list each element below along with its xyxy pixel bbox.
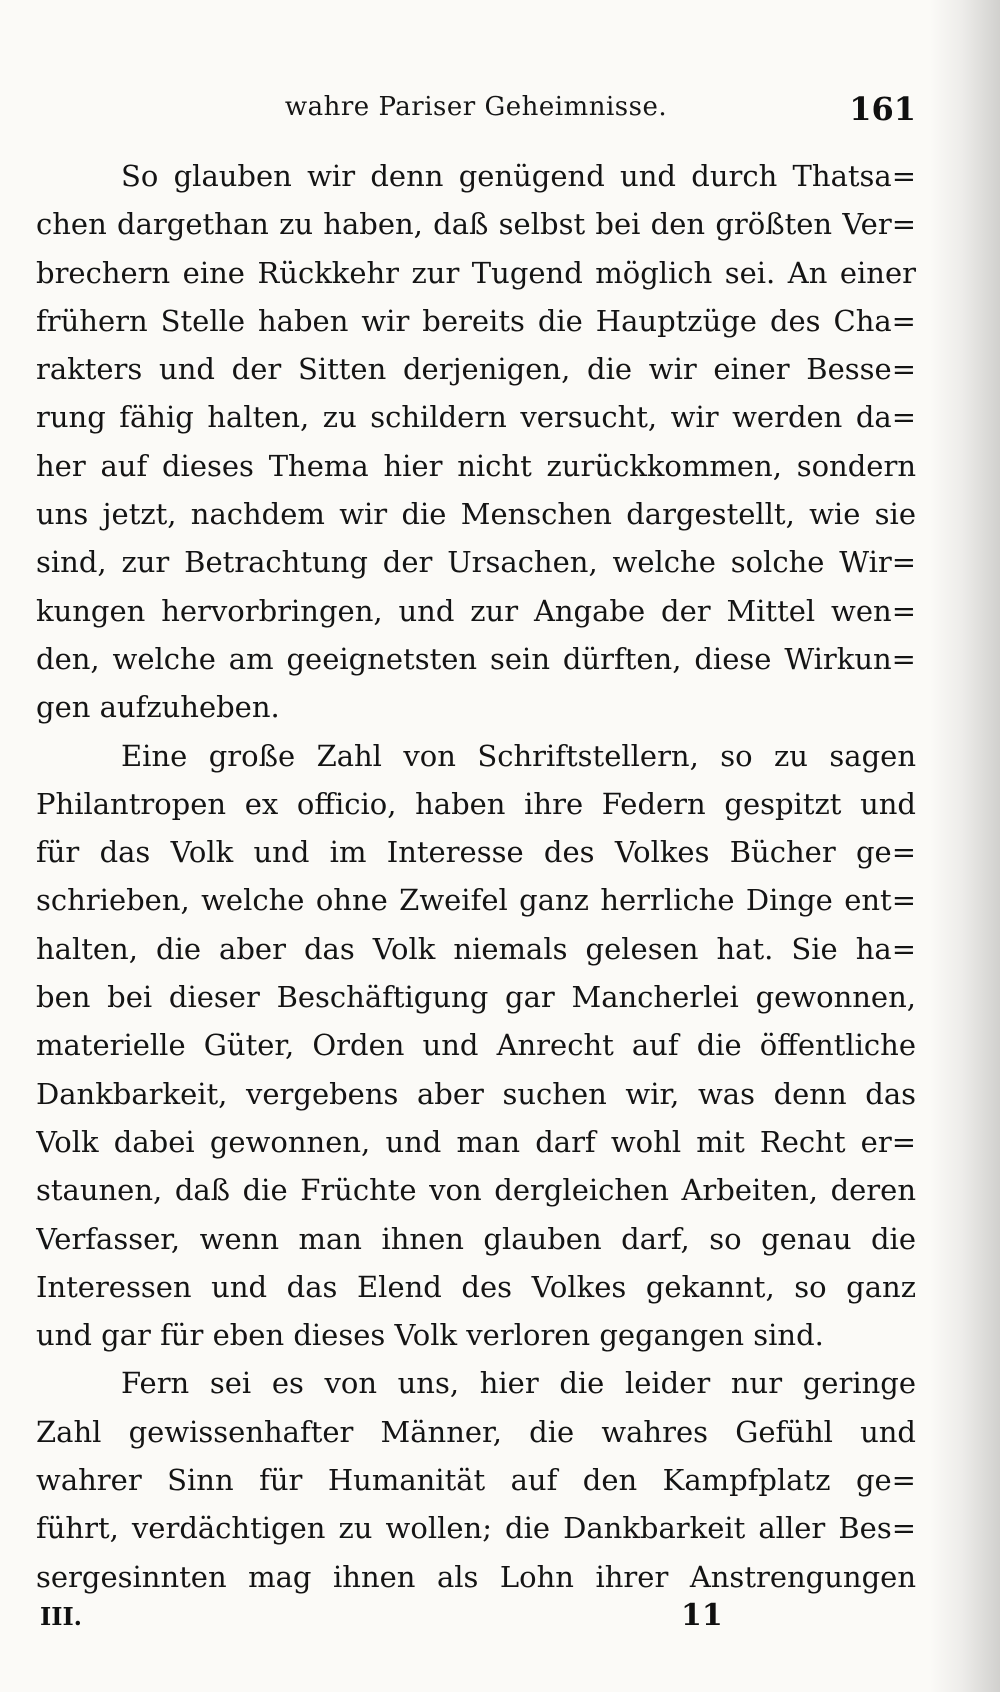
text-line: sind, zur Betrachtung der Ursachen, welche solche Wir= <box>36 545 916 580</box>
sheet-signature: 11 <box>681 1598 723 1633</box>
page-footer <box>36 1598 916 1642</box>
text-line: Verfasser, wenn man ihnen glauben darf, so genau die <box>36 1221 916 1256</box>
text-line: So glauben wir denn genügend und durch Thatsa= <box>121 159 916 193</box>
text-line: Eine große Zahl von Schriftstellern, so zu sagen <box>121 738 916 773</box>
text-line: gen aufzuheben. <box>36 690 280 725</box>
page-header <box>36 92 916 136</box>
text-line: Zahl gewissenhafter Männer, die wahres Gefühl und <box>36 1414 916 1449</box>
text-line: Interessen und das Elend des Volkes gekannt, so ganz <box>36 1269 916 1304</box>
text-line: frühern Stelle haben wir bereits die Hauptzüge des Cha= <box>36 303 916 338</box>
text-line: schrieben, welche ohne Zweifel ganz herrliche Dinge ent= <box>36 883 916 918</box>
text-line: führt, verdächtigen zu wollen; die Dankbarkeit aller Bes= <box>36 1511 916 1546</box>
text-line: Philantropen ex officio, haben ihre Federn gespitzt und <box>36 786 916 821</box>
text-line: sergesinnten mag ihnen als Lohn ihrer Anstrengungen <box>36 1559 916 1594</box>
text-line: staunen, daß die Früchte von dergleichen Arbeiten, deren <box>36 1173 916 1208</box>
running-title: wahre Pariser Geheimnisse. <box>284 92 668 122</box>
text-line: kungen hervorbringen, und zur Angabe der Mittel wen= <box>36 593 916 628</box>
text-line: rung fähig halten, zu schildern versucht, wir werden da= <box>36 400 916 435</box>
text-line: den, welche am geeignetsten sein dürften, diese Wirkun= <box>36 641 916 676</box>
text-line: halten, die aber das Volk niemals gelesen hat. Sie ha= <box>36 931 916 966</box>
text-line: für das Volk und im Interesse des Volkes Bücher ge= <box>36 835 916 870</box>
text-line: brechern eine Rückkehr zur Tugend möglich sei. An einer <box>36 255 916 290</box>
text-line: chen dargethan zu haben, daß selbst bei den größten Ver= <box>36 207 916 242</box>
text-line: wahrer Sinn für Humanität auf den Kampfplatz ge= <box>36 1463 916 1498</box>
text-line: her auf dieses Thema hier nicht zurückkommen, sondern <box>36 448 916 483</box>
page-number: 161 <box>849 90 916 128</box>
text-line: rakters und der Sitten derjenigen, die wir einer Besse= <box>36 352 916 387</box>
page-gutter-shadow <box>930 0 1000 1692</box>
volume-signature: III. <box>40 1602 83 1631</box>
text-line: und gar für eben dieses Volk verloren gegangen sind. <box>36 1318 824 1353</box>
text-line: materielle Güter, Orden und Anrecht auf die öffentliche <box>36 1028 916 1063</box>
text-line: uns jetzt, nachdem wir die Menschen dargestellt, wie sie <box>36 497 916 532</box>
text-line: Fern sei es von uns, hier die leider nur geringe <box>121 1366 916 1401</box>
body-text <box>36 152 916 1601</box>
text-line: Volk dabei gewonnen, und man darf wohl mit Recht er= <box>36 1124 916 1159</box>
text-line: ben bei dieser Beschäftigung gar Mancherlei gewonnen, <box>36 980 916 1015</box>
text-line: Dankbarkeit, vergebens aber suchen wir, was denn das <box>36 1076 916 1111</box>
